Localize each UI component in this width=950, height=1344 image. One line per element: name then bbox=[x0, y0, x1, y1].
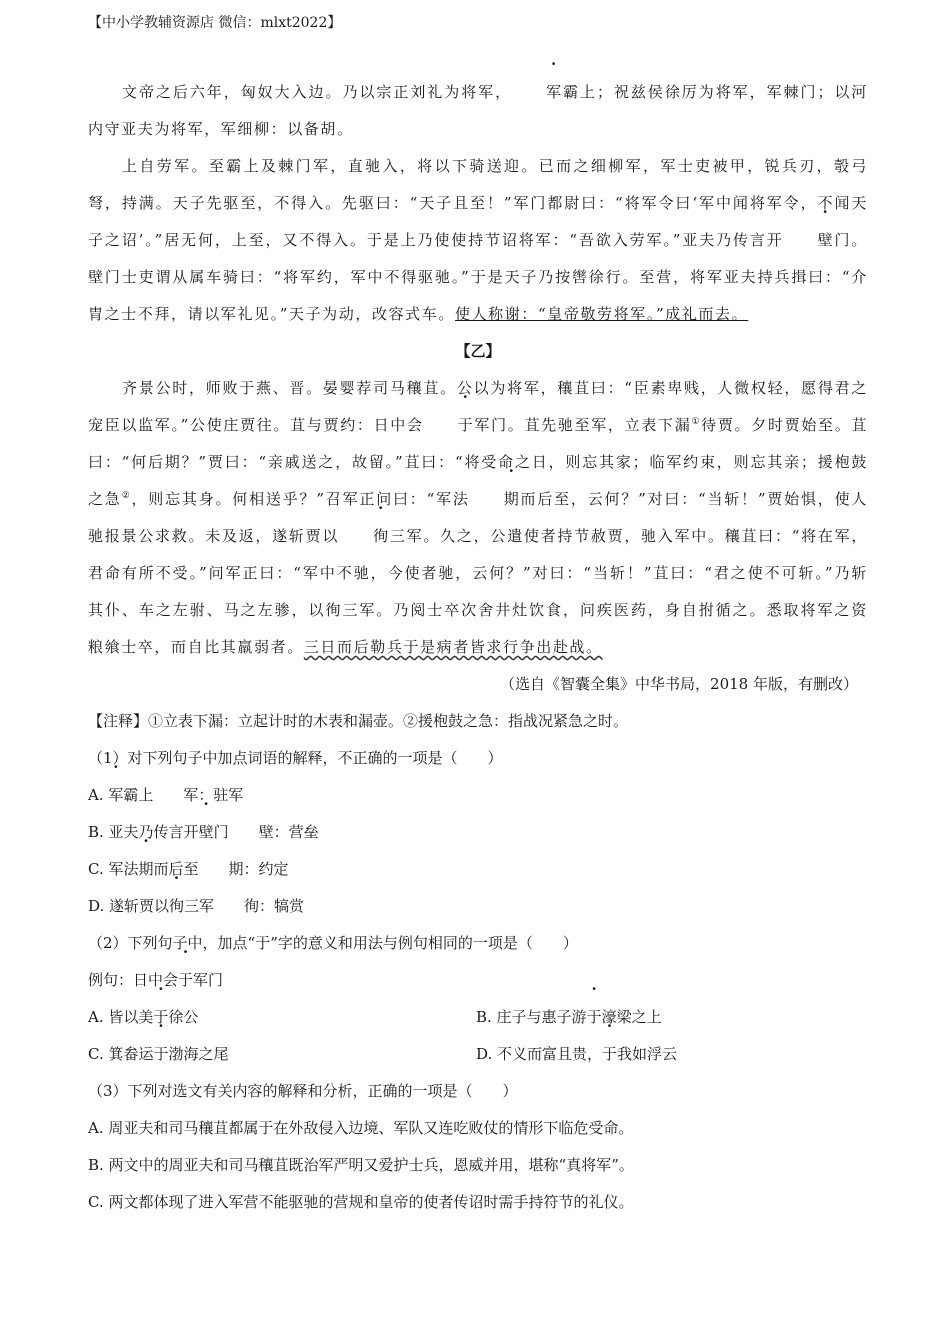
q3-option-b: B. 两文中的周亚夫和司马穰苴既治军严明又爱护士兵，恩威并用，堪称“真将军”。 bbox=[88, 1156, 634, 1174]
passage-yi-para-1: 齐景公时，师败于燕、晋。晏婴荐司马穰苴。公以为将军，穰苴曰：“臣素卑贱，人微权轻，愿得君之宠臣以监军。”公使庄贾往。苴与贾约：日中会 于军门。苴先驰至军，立表下漏①待贾。夕时贾始至。苴曰：“何后期？”贾曰：“亲戚送之，故留。”苴曰：“将受命之日，则忘其家；临军约束，则忘其亲；援枹鼓之急②，则忘其身。何相送乎？”召军正问曰：“军法 期而后至，云何？”对曰：“当斩！”贾始惧，使人驰报景公求救。未及返，遂斩贾以 徇三军。久之，公遣使者持节赦贾，驰入军中。穰苴曰：“将在军，君命有所不受。”问军正曰：“军中不驰，今使者驰，云何？”对曰：“当斩！”苴曰：“君之使不可斩。”乃斩其仆、车之左驸、马之左骖，以徇三军。乃阅士卒次舍井灶饮食，问疾医药，身自拊循之。悉取将军之资粮飨士卒，而自比其羸弱者。三日而后勒兵于是病者皆求行争出赴战。 bbox=[88, 379, 868, 656]
underlined-sentence: 使人称谢：“皇帝敬劳将军。”成礼而去。 bbox=[454, 305, 749, 323]
dotted-word: 军 bbox=[108, 786, 124, 804]
q1-option-c: C. 军法期而后至 期：约定 bbox=[88, 851, 868, 888]
dotted-word: 军 bbox=[546, 83, 563, 101]
passage-jia-para-2: 上自劳军。至霸上及棘门军，直驰入，将以下骑送迎。已而之细柳军，军士吏被甲，锐兵刃，彀弓弩，持满。天子先驱至，不得入。先驱曰：“天子且至！”军门都尉曰：“将军令曰‘军中闻将军令，不闻天子之诏’。”居无何，上至，又不得入。于是上乃使使持节诏将军：“吾欲入劳军。”亚夫乃传言开 壁门。壁门士吏谓从属车骑曰：“将军约，军中不得驱驰。”于是天子乃按辔徐行。至营，将军亚夫持兵揖曰：“介胄之士不拜，请以军礼见。”天子为动，改容式车。使人称谢：“皇帝敬劳将军。”成礼而去。 bbox=[88, 157, 868, 323]
wavy-underlined-sentence: 三日而后勒兵于是病者皆求行争出赴战。 bbox=[303, 638, 603, 656]
dotted-word: 于 bbox=[178, 971, 194, 989]
dotted-word: 徇 bbox=[373, 527, 390, 545]
q2-option-b: B. 庄子与惠子游于濠梁之上 bbox=[476, 999, 864, 1036]
dotted-word: 壁 bbox=[817, 231, 835, 249]
notes: 【注释】①立表下漏：立起计时的木表和漏壶。②援枹鼓之急：指战况紧急之时。 bbox=[88, 712, 629, 730]
dotted-word: 期 bbox=[503, 490, 521, 508]
shop-header: 【中小学教辅资源店 微信：mlxt2022】 bbox=[88, 15, 342, 31]
dotted-word: 于 bbox=[602, 1045, 618, 1063]
dotted-word: 徇 bbox=[169, 897, 185, 915]
q2-option-c: C. 箕畚运于渤海之尾 bbox=[88, 1036, 476, 1073]
dotted-word: 壁 bbox=[198, 823, 214, 841]
dotted-word: 于 bbox=[457, 416, 475, 434]
passage-jia-para-1: 文帝之后六年，匈奴大入边。乃以宗正刘礼为将军， 军霸上；祝兹侯徐厉为将军，军棘门；以河内守亚夫为将军，军细柳：以备胡。 bbox=[88, 74, 868, 148]
passage-yi-title: 【乙】 bbox=[455, 342, 501, 360]
q1-option-d: D. 遂斩贾以徇三军 徇：犒赏 bbox=[88, 888, 868, 925]
q2-option-a: A. 皆以美于徐公 bbox=[88, 999, 476, 1036]
note-mark: ① bbox=[691, 417, 702, 427]
q3-option-a: A. 周亚夫和司马穰苴都属于在外敌侵入边境、军队又连吃败仗的情形下临危受命。 bbox=[88, 1119, 634, 1137]
question-1-stem: （1）对下列句子中加点词语的解释，不正确的一项是（ ） bbox=[88, 749, 503, 767]
question-3-stem: （3）下列对选文有关内容的解释和分析，正确的一项是（ ） bbox=[88, 1082, 518, 1100]
q2-example: 例句：日中会于军门 bbox=[88, 962, 868, 999]
q1-option-a: A. 军霸上 军：驻军 bbox=[88, 777, 868, 814]
dotted-word: 于 bbox=[586, 1008, 602, 1026]
dotted-word: 于 bbox=[153, 1045, 169, 1063]
document-body bbox=[88, 74, 868, 1221]
q3-option-c: C. 两文都体现了进入军营不能驱驰的营规和皇帝的使者传诏时需手持符节的礼仪。 bbox=[88, 1193, 634, 1211]
q2-options-row-2 bbox=[88, 1036, 868, 1073]
note-mark: ② bbox=[121, 491, 132, 501]
q2-options-row-1 bbox=[88, 999, 868, 1036]
q1-option-b: B. 亚夫乃传言开壁门 壁：营垒 bbox=[88, 814, 868, 851]
question-2-stem: （2）下列句子中，加点“于”字的意义和用法与例句相同的一项是（ ） bbox=[88, 934, 578, 952]
source-line: （选自《智囊全集》中华书局，2018 年版，有删改） bbox=[500, 675, 858, 693]
q2-option-d: D. 不义而富且贵，于我如浮云 bbox=[476, 1036, 864, 1073]
dotted-word: 期 bbox=[138, 860, 154, 878]
dotted-word: 于 bbox=[153, 1008, 169, 1026]
